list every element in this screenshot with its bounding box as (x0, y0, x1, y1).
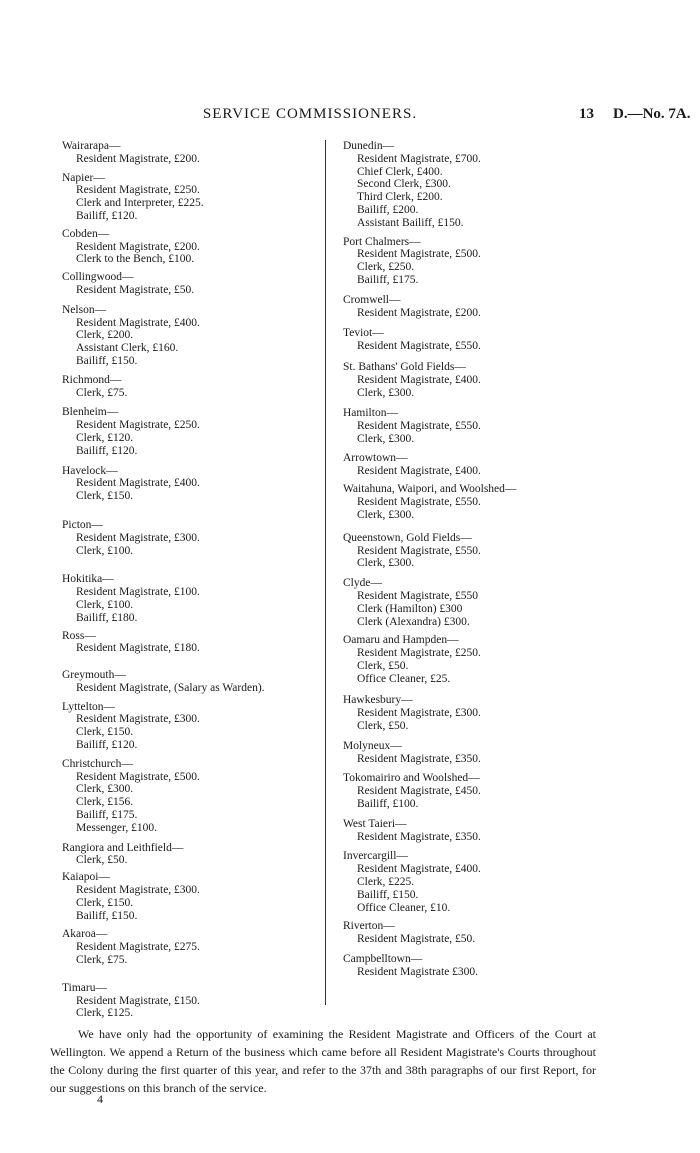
salary-line: Chief Clerk, £400. (357, 165, 443, 178)
salary-line: Resident Magistrate, £550. (357, 544, 481, 557)
place-name: Ross— (62, 629, 96, 642)
salary-entry (62, 140, 324, 166)
salary-entry (62, 758, 324, 835)
salary-line: Clerk, £300. (357, 557, 415, 570)
salary-entry (62, 374, 324, 400)
salary-line: Resident Magistrate, £500. (76, 770, 200, 783)
salary-line: Resident Magistrate £300. (357, 965, 479, 978)
salary-line: Resident Magistrate, £300. (357, 707, 481, 720)
salary-line: Resident Magistrate, £180. (76, 642, 200, 655)
salary-entry (343, 694, 643, 732)
salary-line: Clerk and Interpreter, £225. (76, 197, 204, 210)
salary-line: Assistant Clerk, £160. (76, 342, 179, 355)
salary-entry (343, 740, 643, 766)
place-name: Dunedin— (343, 140, 395, 152)
salary-entry (343, 140, 643, 230)
salary-entry (343, 236, 643, 287)
place-name: Cromwell— (343, 293, 401, 306)
salary-entry (62, 228, 324, 266)
salary-entry (62, 669, 324, 695)
salary-line: Clerk, £50. (357, 720, 409, 733)
place-name: St. Bathans' Gold Fields— (343, 360, 466, 373)
place-name: Invercargill— (343, 850, 408, 863)
salary-entry (62, 982, 324, 1020)
salary-line: Bailiff, £175. (357, 273, 419, 286)
salary-entry (343, 953, 643, 979)
salary-line: Resident Magistrate, £350. (357, 752, 481, 765)
salary-line: Clerk, £150. (76, 896, 134, 909)
salary-line: Clerk, £75. (76, 386, 128, 399)
place-name: Hawkesbury— (343, 694, 413, 707)
salary-line: Resident Magistrate, £550 (357, 589, 479, 602)
signature-mark: 4 (97, 1092, 103, 1106)
right-column (343, 140, 643, 979)
place-name: Riverton— (343, 920, 395, 933)
salary-entry (343, 577, 643, 628)
salary-line: Clerk, £300. (357, 432, 415, 445)
salary-entry (62, 172, 324, 223)
salary-line: Bailiff, £180. (76, 611, 138, 624)
place-name: Oamaru and Hampden— (343, 634, 459, 647)
place-name: Nelson— (62, 303, 107, 316)
place-name: Napier— (62, 171, 105, 184)
salary-entry (343, 920, 643, 946)
salary-entry (62, 928, 324, 966)
salary-line: Clerk (Hamilton) £300 (357, 602, 463, 615)
place-name: Rangiora and Leithfield— (62, 841, 184, 854)
salary-line: Bailiff, £120. (76, 739, 138, 752)
salary-entry (62, 871, 324, 922)
salary-line: Clerk, £300. (76, 783, 134, 796)
salary-entry (343, 407, 643, 445)
salary-line: Resident Magistrate, (Salary as Warden). (76, 681, 265, 694)
salary-line: Clerk, £50. (357, 659, 409, 672)
place-name: Blenheim— (62, 406, 119, 419)
salary-line: Clerk, £150. (76, 726, 134, 739)
salary-line: Bailiff, £120. (76, 209, 138, 222)
place-name: Hokitika— (62, 573, 114, 586)
salary-line: Resident Magistrate, £150. (76, 994, 200, 1007)
salary-line: Clerk, £250. (357, 261, 415, 274)
salary-line: Clerk, £75. (76, 954, 128, 967)
place-name: Christchurch— (62, 757, 133, 770)
salary-line: Clerk, £156. (76, 796, 134, 809)
page-title: SERVICE COMMISSIONERS. (202, 106, 418, 122)
salary-entry (343, 294, 643, 320)
salary-line: Resident Magistrate, £250. (76, 184, 200, 197)
salary-line: Resident Magistrate, £400. (357, 464, 481, 477)
salary-line: Resident Magistrate, £100. (76, 586, 200, 599)
salary-line: Resident Magistrate, £450. (357, 785, 481, 798)
salary-entry (343, 361, 643, 399)
salary-line: Bailiff, £200. (357, 203, 419, 216)
salary-line: Resident Magistrate, £350. (357, 830, 481, 843)
place-name: Timaru— (62, 981, 107, 994)
place-name: Cobden— (62, 227, 110, 240)
salary-entry (62, 304, 324, 368)
salary-entry (343, 452, 643, 478)
salary-line: Bailiff, £150. (357, 888, 419, 901)
place-name: Collingwood— (62, 271, 134, 284)
salary-line: Bailiff, £100. (357, 798, 419, 811)
salary-line: Clerk, £150. (76, 490, 134, 503)
salary-line: Resident Magistrate, £300. (76, 531, 200, 544)
salary-line: Resident Magistrate, £400. (76, 477, 200, 490)
salary-entry (62, 630, 324, 656)
document-reference: D.—No. 7A. (613, 106, 691, 122)
salary-line: Clerk, £120. (76, 431, 134, 444)
place-name: Teviot— (343, 327, 384, 340)
salary-line: Office Cleaner, £25. (357, 672, 451, 685)
salary-line: Assistant Bailiff, £150. (357, 216, 464, 229)
place-name: Arrowtown— (343, 451, 408, 464)
salary-entry (62, 406, 324, 457)
place-name: Havelock— (62, 464, 118, 477)
salary-line: Clerk, £125. (76, 1007, 134, 1020)
salary-entry (343, 327, 643, 353)
salary-line: Bailiff, £120. (76, 444, 138, 457)
place-name: Wairarapa— (62, 140, 121, 152)
salary-line: Clerk (Alexandra) £300. (357, 615, 470, 628)
salary-line: Resident Magistrate, £300. (76, 884, 200, 897)
salary-line: Second Clerk, £300. (357, 178, 451, 191)
salary-line: Clerk, £100. (76, 544, 134, 557)
salary-line: Clerk, £300. (357, 386, 415, 399)
column-divider (325, 140, 326, 1005)
place-name: Port Chalmers— (343, 235, 421, 248)
place-name: Kaiapoi— (62, 871, 110, 884)
place-name: West Taieri— (343, 817, 407, 830)
salary-line: Third Clerk, £200. (357, 191, 443, 204)
place-name: Campbelltown— (343, 953, 423, 966)
salary-line: Bailiff, £175. (76, 809, 138, 822)
salary-line: Resident Magistrate, £300. (76, 713, 200, 726)
salary-line: Resident Magistrate, £500. (357, 248, 481, 261)
salary-line: Clerk to the Bench, £100. (76, 253, 195, 266)
place-name: Molyneux— (343, 739, 402, 752)
salary-entry (343, 772, 643, 810)
salary-line: Clerk, £300. (357, 508, 415, 521)
salary-line: Resident Magistrate, £250. (76, 419, 200, 432)
closing-paragraph: We have only had the opportunity of examining the Resident Magistrate and Officers of the Court at Wellington. We append a Return of the business which came before all Resident Magistrate's Courts throughout the Colony during the first quarter of this year, and refer to the 37th and 38th paragraphs of our first Report, for our suggestions on this branch of the service. (50, 1027, 596, 1095)
salary-entry (343, 634, 643, 685)
salary-entry (62, 271, 324, 297)
place-name: Queenstown, Gold Fields— (343, 531, 472, 544)
salary-line: Resident Magistrate, £50. (76, 283, 195, 296)
salary-entry (343, 818, 643, 844)
salary-line: Resident Magistrate, £400. (357, 863, 481, 876)
salary-line: Resident Magistrate, £200. (76, 152, 200, 165)
left-column (62, 140, 324, 1020)
salary-line: Resident Magistrate, £275. (76, 941, 200, 954)
place-name: Clyde— (343, 577, 382, 590)
salary-entry (62, 842, 324, 868)
place-name: Hamilton— (343, 407, 398, 420)
place-name: Lyttelton— (62, 700, 116, 713)
salary-entry (62, 701, 324, 752)
salary-line: Resident Magistrate, £550. (357, 496, 481, 509)
salary-line: Clerk, £225. (357, 876, 415, 889)
place-name: Akaroa— (62, 928, 108, 941)
place-name: Picton— (62, 518, 103, 531)
salary-entry (62, 519, 324, 557)
salary-line: Resident Magistrate, £700. (357, 152, 481, 165)
place-name: Richmond— (62, 373, 122, 386)
salary-line: Clerk, £100. (76, 598, 134, 611)
salary-line: Resident Magistrate, £400. (76, 316, 200, 329)
place-name: Waitahuna, Waipori, and Woolshed— (343, 483, 517, 496)
salary-line: Resident Magistrate, £400. (357, 373, 481, 386)
salary-line: Resident Magistrate, £200. (76, 240, 200, 253)
salary-line: Office Cleaner, £10. (357, 901, 451, 914)
salary-line: Clerk, £50. (76, 854, 128, 867)
salary-line: Resident Magistrate, £550. (357, 420, 481, 433)
salary-line: Resident Magistrate, £200. (357, 306, 481, 319)
salary-entry (343, 483, 643, 521)
salary-line: Clerk, £200. (76, 329, 134, 342)
salary-line: Bailiff, £150. (76, 909, 138, 922)
page-number: 13 (579, 106, 594, 122)
salary-line: Resident Magistrate, £550. (357, 340, 481, 353)
salary-entry (343, 850, 643, 914)
salary-entry (62, 573, 324, 624)
salary-line: Messenger, £100. (76, 821, 157, 834)
place-name: Tokomairiro and Woolshed— (343, 772, 480, 785)
salary-entry (343, 532, 643, 570)
salary-line: Bailiff, £150. (76, 354, 138, 367)
salary-entry (62, 465, 324, 503)
salary-line: Resident Magistrate, £50. (357, 933, 476, 946)
place-name: Greymouth— (62, 669, 126, 682)
salary-line: Resident Magistrate, £250. (357, 647, 481, 660)
